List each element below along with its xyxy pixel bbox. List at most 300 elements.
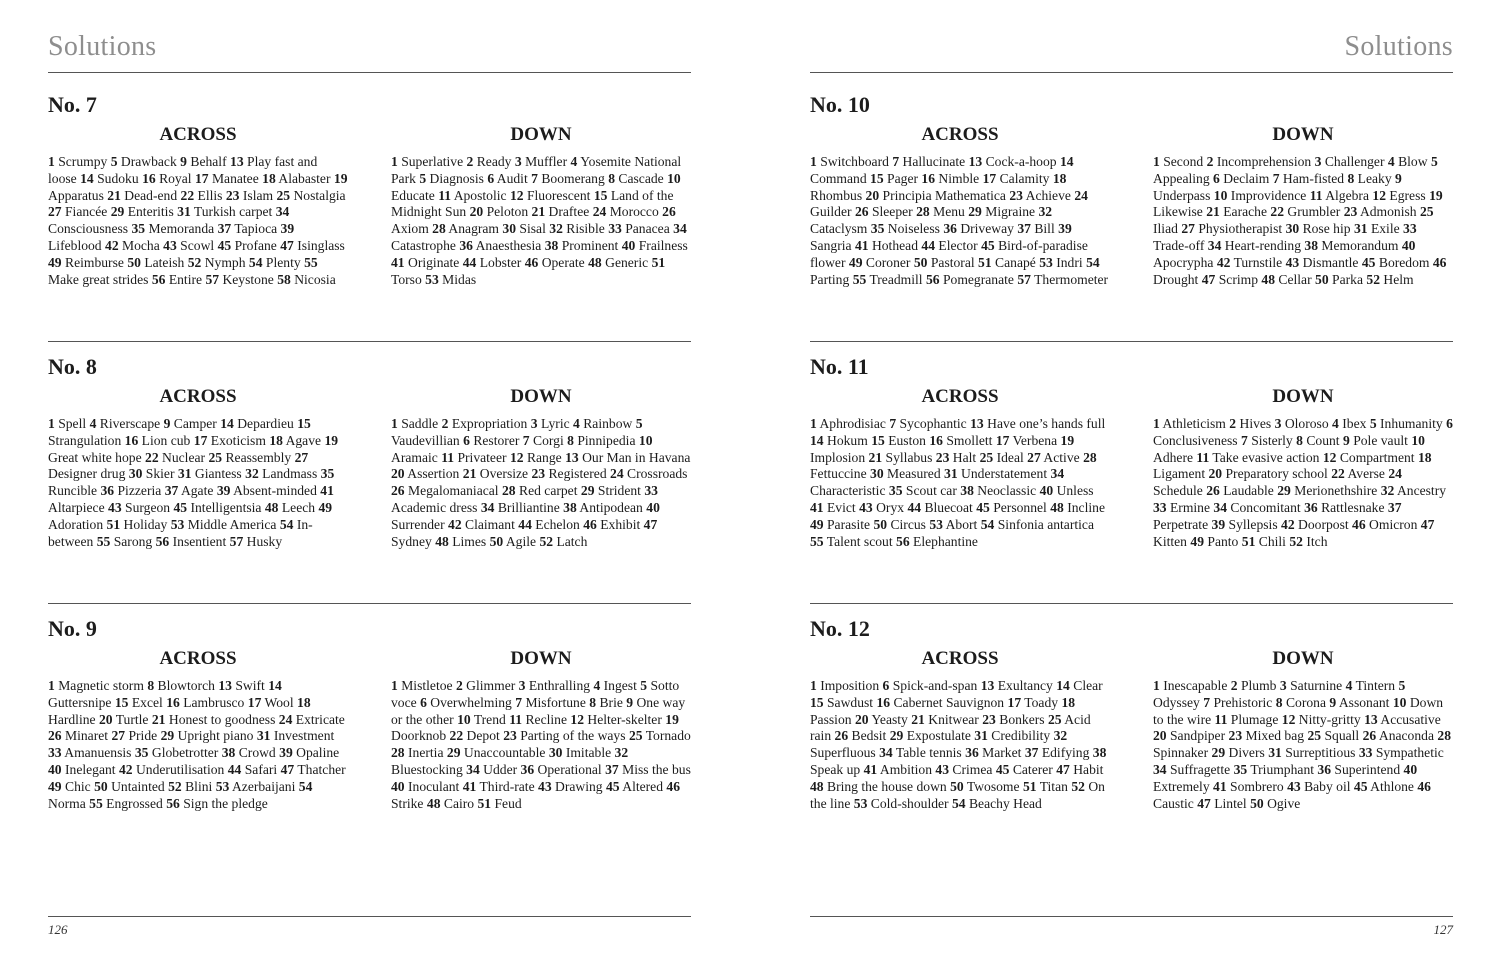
answer-text: Amanuensis [64,745,132,761]
clue-number: 33 [644,483,658,499]
clue-number: 43 [1287,778,1301,794]
answer-text: Implosion [810,449,866,465]
answer-text: Crossroads [627,466,688,482]
clue-number: 30 [1285,221,1300,237]
clue-number: 15 [810,694,824,710]
answer-entry [427,796,474,811]
answer-text: Conclusiveness [1153,432,1238,448]
answer-text: Ligament [1153,466,1206,482]
right-page-header [810,30,1453,73]
puzzle-no-9 [48,616,691,812]
clue-number: 5 [419,170,427,186]
clue-number: 40 [621,237,636,253]
answer-text: Accusative [1380,711,1441,727]
clue-number: 50 [1250,795,1264,811]
answer-entry [929,517,977,532]
clue-number: 52 [187,254,202,270]
answer-text: Doorpost [1298,516,1349,532]
clue-number: 43 [935,761,949,777]
answer-text: Upright piano [177,728,254,744]
answer-entry [48,779,91,794]
clue-number: 45 [1353,778,1368,794]
answer-text: Averse [1347,466,1385,482]
clue-number: 23 [531,466,546,482]
answer-entry [921,171,979,186]
clue-number: 14 [810,432,824,448]
clue-number: 35 [870,221,885,237]
clue-number: 28 [1437,728,1451,744]
answer-entry [518,517,580,532]
answer-text: Fettuccine [810,466,867,482]
across-answers [48,154,348,288]
answer-text: Surgeon [125,499,171,515]
answer-text: Third-rate [479,778,535,794]
clue-number: 28 [391,745,405,761]
answer-text: Bill [1034,221,1055,237]
answer-entry [1241,433,1293,448]
clue-number: 19 [324,432,339,448]
clue-number: 21 [868,449,883,465]
clue-number: 6 [1213,170,1220,186]
answer-text: Cellar [1278,271,1312,287]
answer-entry [108,500,170,515]
answer-text: Count [1306,432,1340,448]
clue-number: 35 [131,221,146,237]
clue-number: 41 [863,761,878,777]
answer-entry [1017,272,1108,287]
answer-text: Incline [1067,499,1105,515]
clue-number: 21 [462,466,477,482]
clue-number: 26 [854,204,869,220]
answer-entry [929,433,992,448]
answer-text: Exile [1370,221,1400,237]
answer-entry [463,255,522,270]
clue-number: 53 [853,795,868,811]
answer-text: Manatee [211,170,259,186]
answer-text: Syllabus [885,449,933,465]
clue-number: 9 [1342,432,1350,448]
down-answers [391,678,691,812]
clue-number: 56 [151,271,166,287]
answer-entry [245,466,317,481]
answer-entry [525,255,585,270]
answer-entry [810,416,886,431]
clue-number: 6 [1446,416,1453,431]
clue-number: 47 [280,237,294,253]
answer-entry [131,221,214,236]
across-column [48,648,348,812]
answer-entry [419,171,484,186]
answer-entry [810,779,947,794]
answer-entry [1304,500,1384,515]
answer-entry [871,221,940,236]
down-heading: DOWN [510,124,572,145]
clue-number: 18 [1418,449,1432,465]
answer-text: Absent-minded [233,483,317,499]
answer-entry [892,154,965,169]
answer-entry [80,171,139,186]
answer-text: Ham-fisted [1282,170,1345,186]
answer-entry [48,678,144,693]
answer-entry [605,762,691,777]
answer-text: Chili [1258,533,1286,549]
clue-number: 20 [1208,466,1223,482]
clue-number: 11 [1309,187,1323,203]
answer-entry [1347,171,1391,186]
answer-text: Inelegant [65,761,116,777]
answer-text: Anaesthesia [475,237,542,253]
answer-entry [459,238,541,253]
answer-text: Mistletoe [401,678,453,693]
clue-number: 8 [147,678,155,693]
answer-text: Inertia [408,745,444,761]
answer-text: Divers [1228,745,1265,761]
clue-number: 55 [96,533,111,549]
clue-number: 41 [462,778,477,794]
clue-number: 46 [1352,516,1366,532]
answer-entry [981,678,1053,693]
clue-number: 23 [935,449,950,465]
answer-entry [890,728,971,743]
answer-entry [432,221,499,236]
clue-number: 1 [48,416,55,431]
clue-number: 56 [925,271,940,287]
answer-entry [1354,221,1400,236]
answer-entry [281,762,346,777]
clue-number: 12 [1281,711,1296,727]
across-column [48,386,348,550]
answer-text: Enthralling [528,678,591,693]
answer-text: Fluorescent [526,187,591,203]
answer-entry [907,500,972,515]
answer-entry [152,712,275,727]
answer-entry [1332,416,1366,431]
answer-text: Profane [234,237,277,253]
answer-entry [391,678,453,693]
answer-entry [1261,272,1311,287]
clue-number: 2 [466,154,474,169]
clue-number: 6 [487,170,495,186]
answer-text: Giantess [194,466,242,482]
answer-text: Engrossed [106,795,163,811]
answer-entry [854,796,949,811]
answer-entry [810,517,870,532]
clue-number: 11 [441,449,455,465]
clue-number: 37 [605,761,619,777]
clue-number: 47 [643,516,658,532]
answer-entry [581,483,641,498]
answer-text: Measured [887,466,941,482]
clue-number: 26 [1362,728,1377,744]
clue-number: 40 [646,499,660,515]
clue-number: 23 [1009,187,1023,203]
answer-entry [425,272,476,287]
answer-entry [567,433,635,448]
answer-entry [48,728,108,743]
answer-text: Limes [452,533,487,549]
clue-number: 35 [1233,761,1248,777]
answer-text: Morocco [609,204,659,220]
across-answers [48,678,348,812]
answer-entry [503,728,625,743]
clue-number: 26 [662,204,676,220]
answer-entry [921,238,977,253]
answer-entry [1213,171,1269,186]
clue-number: 40 [1403,761,1418,777]
answer-text: Cairo [443,795,475,811]
clue-number: 2 [441,416,449,431]
answer-text: Minaret [65,728,109,744]
clue-number: 26 [48,728,62,744]
answer-entry [970,416,1105,431]
clue-number: 48 [426,795,441,811]
clue-number: 20 [98,711,113,727]
answer-entry [1281,517,1349,532]
answer-text: Sisal [519,221,546,237]
answer-text: Camper [173,416,217,431]
answer-entry [487,171,527,186]
answer-entry [1296,433,1339,448]
answer-entry [855,712,908,727]
answer-text: Inoculant [408,778,460,794]
answer-entry [1213,779,1284,794]
clue-number: 1 [391,678,398,693]
answer-text: Principia Mathematica [882,187,1006,203]
answer-entry [478,796,522,811]
answer-entry [145,450,205,465]
answer-entry [876,695,1004,710]
clue-number: 51 [477,795,492,811]
clue-number: 54 [298,778,313,794]
answer-entry [1275,416,1329,431]
across-column [810,648,1110,812]
clue-number: 14 [1056,678,1070,693]
clue-number: 43 [538,778,552,794]
clue-number: 42 [105,237,119,253]
answer-entry [218,238,277,253]
clue-number: 54 [279,516,294,532]
clue-number: 5 [640,678,648,693]
clue-number: 1 [1153,678,1160,693]
answer-entry [622,238,688,253]
clue-number: 44 [518,516,532,532]
answer-entry [441,450,506,465]
answer-text: Drawing [555,778,603,794]
answer-entry [161,728,254,743]
answer-text: Athleticism [1162,416,1226,431]
answer-text: One way or the other [391,694,686,727]
clue-number: 26 [834,728,849,744]
answer-text: Nostalgia [293,187,346,203]
section-divider [810,603,1453,604]
answer-text: Islam [242,187,274,203]
clue-number: 43 [108,499,122,515]
clue-number: 15 [870,170,884,186]
answer-text: Anaconda [1378,728,1434,744]
clue-number: 24 [1388,466,1402,482]
answer-text: Pizzeria [117,483,162,499]
clue-number: 33 [608,221,622,237]
answer-entry [181,188,223,203]
answer-text: Memoranda [148,221,215,237]
clue-number: 6 [882,678,890,693]
clue-number: 48 [435,533,449,549]
clue-number: 1 [48,154,55,169]
answer-text: Take evasive action [1212,449,1320,465]
clue-number: 12 [1372,187,1386,203]
answer-entry [1217,255,1282,270]
answer-text: Elector [938,237,978,253]
clue-number: 54 [980,516,995,532]
clue-number: 31 [974,728,988,744]
across-column [810,386,1110,550]
clue-number: 41 [320,483,334,499]
answer-entry [968,204,1035,219]
answer-text: Panto [1207,533,1239,549]
answer-entry [125,433,191,448]
answer-text: Schedule [1153,483,1203,499]
answer-entry [228,762,277,777]
answer-entry [218,678,264,693]
answer-entry [1206,483,1274,498]
answer-text: Characteristic [810,483,886,499]
answer-entry [944,466,1047,481]
clue-number: 17 [1007,694,1022,710]
answer-text: Understatement [961,466,1048,482]
right-page [810,0,1453,976]
answer-text: Excel [131,694,163,710]
answer-text: Bedsit [851,728,887,744]
clue-number: 16 [876,694,891,710]
across-heading: ACROSS [159,386,237,407]
clue-number: 46 [583,516,597,532]
answer-text: Apocrypha [1153,254,1214,270]
answer-text: Skier [145,466,175,482]
clue-number: 2 [455,678,463,693]
clue-number: 9 [1395,170,1402,186]
answer-text: Active [1043,449,1080,465]
answer-text: Switchboard [820,154,889,169]
answer-entry [1381,483,1446,498]
answer-text: Bluestocking [391,761,463,777]
clue-number: 55 [810,533,824,549]
answer-text: Indri [1056,254,1083,270]
clue-number: 40 [1039,483,1054,499]
clue-number: 7 [522,432,530,448]
answer-text: Consciousness [48,221,129,237]
clue-number: 9 [626,694,634,710]
clue-number: 4 [573,416,580,431]
clue-number: 29 [889,728,904,744]
answer-text: Feud [494,795,522,811]
answer-text: Sympathetic [1375,745,1444,761]
answer-text: Imitable [565,745,612,761]
clue-number: 13 [970,416,984,431]
answer-text: Panacea [625,221,670,237]
section-divider [810,341,1453,342]
clue-number: 38 [563,499,577,515]
answer-entry [532,204,590,219]
answer-text: Plumb [1240,678,1277,693]
answer-text: Improvidence [1230,187,1307,203]
answer-entry [48,204,107,219]
answer-text: Isinglass [297,237,345,253]
puzzle-no-12 [810,616,1453,812]
answer-entry [391,779,459,794]
answer-text: Athlone [1370,778,1414,794]
answer-text: Perpetrate [1153,516,1209,532]
answer-text: Scout car [905,483,957,499]
answer-text: Superfluous [810,745,876,761]
clue-number: 55 [304,254,318,270]
answer-text: Originate [408,254,460,270]
answer-text: Range [526,449,562,465]
footer-divider [48,916,691,917]
answer-text: Restorer [473,432,520,448]
answer-entry [593,204,659,219]
clue-number: 45 [995,761,1010,777]
answer-text: Preparatory school [1225,466,1328,482]
puzzle-no-8 [48,354,691,550]
answer-entry [976,500,1047,515]
down-answers [1153,678,1453,812]
clue-number: 28 [432,221,446,237]
footer-divider [810,916,1453,917]
down-column [1153,648,1453,812]
clue-number: 40 [391,778,405,794]
clue-number: 37 [217,221,232,237]
answer-entry [230,534,283,549]
clue-number: 1 [1153,416,1160,431]
answer-entry [1307,728,1359,743]
answer-text: Evict [827,499,856,515]
answer-entry [563,500,643,515]
clue-number: 33 [1358,745,1373,761]
page-number: 127 [1433,922,1453,937]
clue-number: 41 [391,254,405,270]
answer-entry [456,678,515,693]
answer-text: Sydney [391,533,432,549]
down-answers [391,416,691,550]
answer-entry [1317,762,1400,777]
answer-entry [269,433,321,448]
clue-number: 20 [854,711,869,727]
answer-entry [466,762,517,777]
clue-number: 4 [1345,678,1353,693]
answer-text: Crimea [952,761,993,777]
clue-number: 50 [873,516,888,532]
clue-number: 29 [1277,483,1291,499]
answer-entry [1242,534,1286,549]
clue-number: 20 [865,187,880,203]
answer-text: Sinfonia antartica [997,516,1094,532]
clue-number: 25 [276,187,291,203]
clue-number: 32 [614,745,629,761]
answer-text: Circus [890,516,926,532]
answer-text: Ibex [1342,416,1367,431]
answer-entry [539,534,587,549]
clue-number: 7 [1272,170,1280,186]
answer-text: Parting [810,271,850,287]
clue-number: 10 [1411,432,1425,448]
answer-text: Prominent [561,237,619,253]
answer-entry [1352,517,1417,532]
clue-number: 12 [509,449,524,465]
answer-entry [593,678,636,693]
answer-text: Incomprehension [1216,154,1312,169]
answer-entry [1207,154,1312,169]
answer-text: Grumbler [1287,204,1341,220]
